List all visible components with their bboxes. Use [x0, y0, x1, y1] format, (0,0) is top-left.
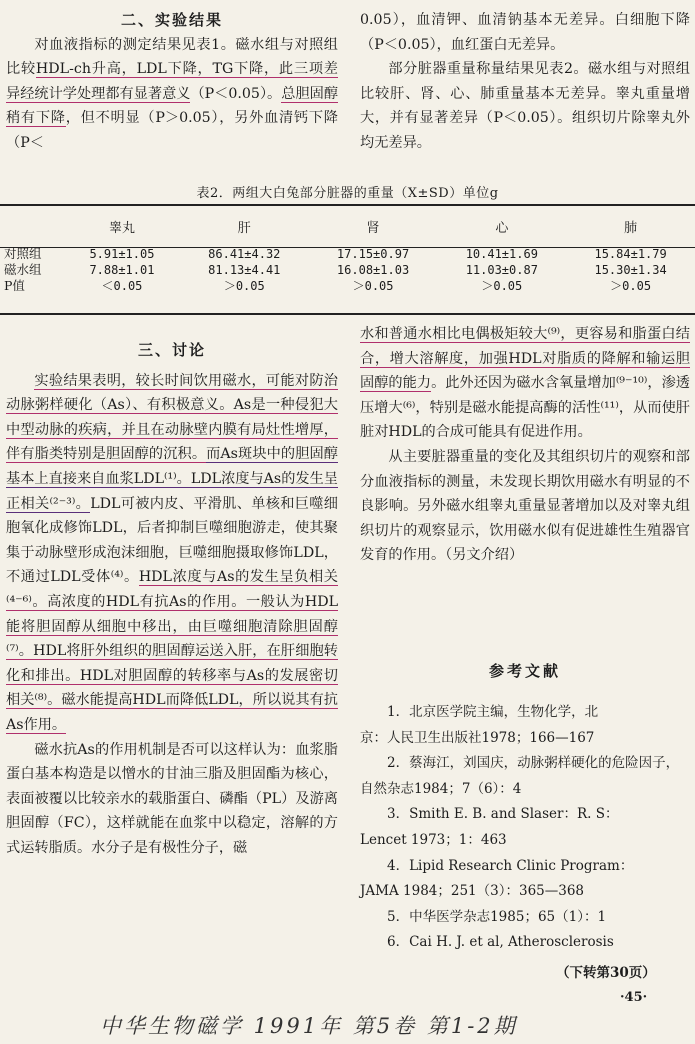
- discussion-text-a: 实验结果表明，较长时间饮用磁水，可能对防治动脉粥样硬化（As）、有积极意义。: [6, 372, 338, 414]
- table-cell: 7.88±1.01: [89, 263, 155, 277]
- reference-item: 4．Lipid Research Clinic Program：: [387, 857, 634, 874]
- references-heading: 参考文献: [488, 662, 561, 680]
- reference-item: 1．北京医学院主编，生物化学，北: [387, 704, 599, 720]
- table-bottom-rule: [0, 313, 695, 315]
- table-cell: 16.08±1.03: [336, 263, 410, 277]
- discussion-heading: 三、讨论: [137, 341, 206, 359]
- table-cell: 11.03±0.87: [465, 263, 538, 277]
- continued-note: （下转第30页）: [556, 965, 656, 981]
- results-section: [6, 8, 338, 156]
- reference-item: 京：人民卫生出版社1978；166—167: [360, 729, 595, 746]
- table-cell: 81.13±4.41: [208, 263, 281, 277]
- reference-item: 3．Smith E. B. and Slaser：R. S：: [387, 806, 619, 823]
- table-cell: ＞0.05: [223, 279, 265, 293]
- table-header-cell: [0, 206, 64, 246]
- reference-item: JAMA 1984；251（3）：365—368: [360, 883, 585, 900]
- table-cell: 86.41±4.32: [208, 247, 281, 261]
- reference-item: 2．蔡海江，刘国庆，动脉粥样硬化的危险因子，自然杂志1984；7（6）：4: [360, 755, 680, 797]
- table-cell: 5.91±1.05: [89, 247, 155, 261]
- reference-item: 6．Cai H. J. et al, Atherosclerosis: [387, 934, 614, 951]
- table-header-cell: 睾丸: [108, 220, 135, 236]
- table-cell: 15.84±1.79: [594, 247, 667, 261]
- organ-section: [360, 8, 690, 156]
- discussion-paragraph-2: 磁水抗As的作用机制是否可以这样认为：血浆脂蛋白基本构造是以憎水的甘油三脂及胆固酯为核心，表面被覆以比较亲水的载脂蛋白、磷酯（PL）及游离胆固醇（FC），这样就能在血浆中以稳定，溶解的方式运转脂质。水分子是有极性分子，磁: [6, 741, 338, 856]
- page-number: ·45·: [620, 990, 648, 1005]
- reference-item: 5．中华医学杂志1985；65（1）：1: [387, 908, 607, 925]
- results-paragraph: [6, 33, 338, 156]
- mechanism-text-a: 水和普通水相比电偶极矩较大⁽⁹⁾，更容易和脂蛋白结合，增大溶解度，: [360, 326, 690, 367]
- discussion-text-e: HDL浓度与As的发生呈负相关⁽⁴⁻⁶⁾。高浓度的HDL有抗As的作用。一般认为HDL能将胆固醇从细胞中移出，由巨噬细胞清除胆固醇⁽⁷⁾。HDL将肝外组织的胆固醇运送入肝，在肝细胞转化和排出。HDL对胆固醇的转移率与As的发展密切相关⁽⁸⁾。磁水能提高HDL而降低LDL，所以说其有抗As作用。: [6, 569, 338, 733]
- table-row: [0, 262, 695, 278]
- conclusion-paragraph: 从主要脏器重量的变化及其组织切片的观察和部分血液指标的测量，未发现长期饮用磁水有明显的不良影响。另外磁水组睾丸重量显著增加以及对睾丸组织切片的观察显示，饮用磁水似有促进雄性生殖器官发育的作用。（另文介绍）: [360, 448, 690, 564]
- table-header-cell: 心: [495, 220, 509, 236]
- table-header-cell: 肾: [366, 220, 380, 236]
- table-cell: 15.30±1.34: [594, 263, 667, 277]
- table-row: [0, 278, 695, 294]
- organ-paragraph-0: 0.05），血清钾、血清钠基本无差异。白细胞下降（P＜0.05），血红蛋白无差异。: [360, 12, 690, 53]
- mechanism-section: [360, 322, 690, 568]
- discussion-text-c: 而As斑块中的胆固醇基本上直接来自血浆LDL⁽¹⁾。LDL浓度与As的发生呈正相关⁽²⁻³⁾。: [6, 446, 338, 512]
- results-text-a: 对血液指标的测定结果见表1。磁水组与对照组比较: [6, 36, 338, 78]
- table-caption: 表2．两组大白兔部分脏器的重量（X±SD）单位g: [196, 186, 499, 201]
- table-cell: 10.41±1.69: [465, 247, 538, 261]
- table-header-cell: 肺: [624, 220, 638, 236]
- table-row: [0, 246, 695, 262]
- results-text-d: 总胆固醇稍有下降: [6, 85, 339, 127]
- table-cell: 对照组: [4, 246, 42, 261]
- organ-paragraph-1: 部分脏器重量称量结果见表2。磁水组与对照组比较肝、肾、心、肺重量基本无差异。睾丸重量增大，并有显著差异（P＜0.05）。组织切片除睾丸外均无差异。: [360, 61, 690, 151]
- results-heading: 二、实验结果: [120, 11, 223, 29]
- results-text-c: （P＜0.05）。: [190, 85, 282, 102]
- table-cell: ＜0.05: [101, 279, 143, 293]
- results-text-b: HDL-ch升高，LDL下降，TG下降，此三项差异经统计学处理都有显著意义: [6, 61, 338, 102]
- table-cell: ＞0.05: [481, 279, 523, 293]
- mechanism-text-b: 加强HDL对脂质的降解和输运胆固醇的能力: [360, 350, 690, 392]
- table-cell: 磁水组: [4, 262, 42, 277]
- table-header-cell: 肝: [237, 220, 251, 236]
- mechanism-paragraph-0: [360, 322, 690, 445]
- table-header-row: [0, 206, 695, 246]
- table-cell: P值: [4, 278, 25, 293]
- table-body: [0, 206, 695, 294]
- table-cell: 17.15±0.97: [336, 247, 410, 261]
- discussion-text-d: LDL可被内皮、平滑肌、单核和巨噬细胞氧化成修饰LDL，后者抑制巨噬细胞游走，使其聚集于动脉壁形成泡沫细胞，巨噬细胞摄取修饰LDL，不通过LDL受体⁽⁴⁾。: [6, 495, 338, 586]
- table-cell: ＞0.05: [610, 279, 652, 293]
- references-list: [360, 700, 690, 956]
- results-text-e: ，但不明显（P＞0.05），另外血清钙下降（P＜: [6, 110, 338, 151]
- discussion-paragraph-1: [6, 369, 338, 738]
- mechanism-text-c: 。此外还因为磁水含氧量增加⁽⁹⁻¹⁰⁾，渗透压增大⁽⁶⁾，特别是磁水能提高酶的活性⁽¹¹⁾，从而使肝脏对HDL的合成可能具有促进作用。: [360, 375, 690, 441]
- discussion-text-b: As是一种侵犯大中型动脉的疾病，并且在动脉壁内膜有局灶性增厚，伴有脂类特别是胆固醇的沉积。: [6, 397, 338, 463]
- discussion-section: [6, 338, 338, 860]
- handwritten-annotation: 中华生物磁学 1991年 第5卷 第1-2期: [100, 1014, 518, 1038]
- table-cell: ＞0.05: [352, 279, 394, 293]
- reference-item: Lencet 1973；1：463: [360, 831, 507, 848]
